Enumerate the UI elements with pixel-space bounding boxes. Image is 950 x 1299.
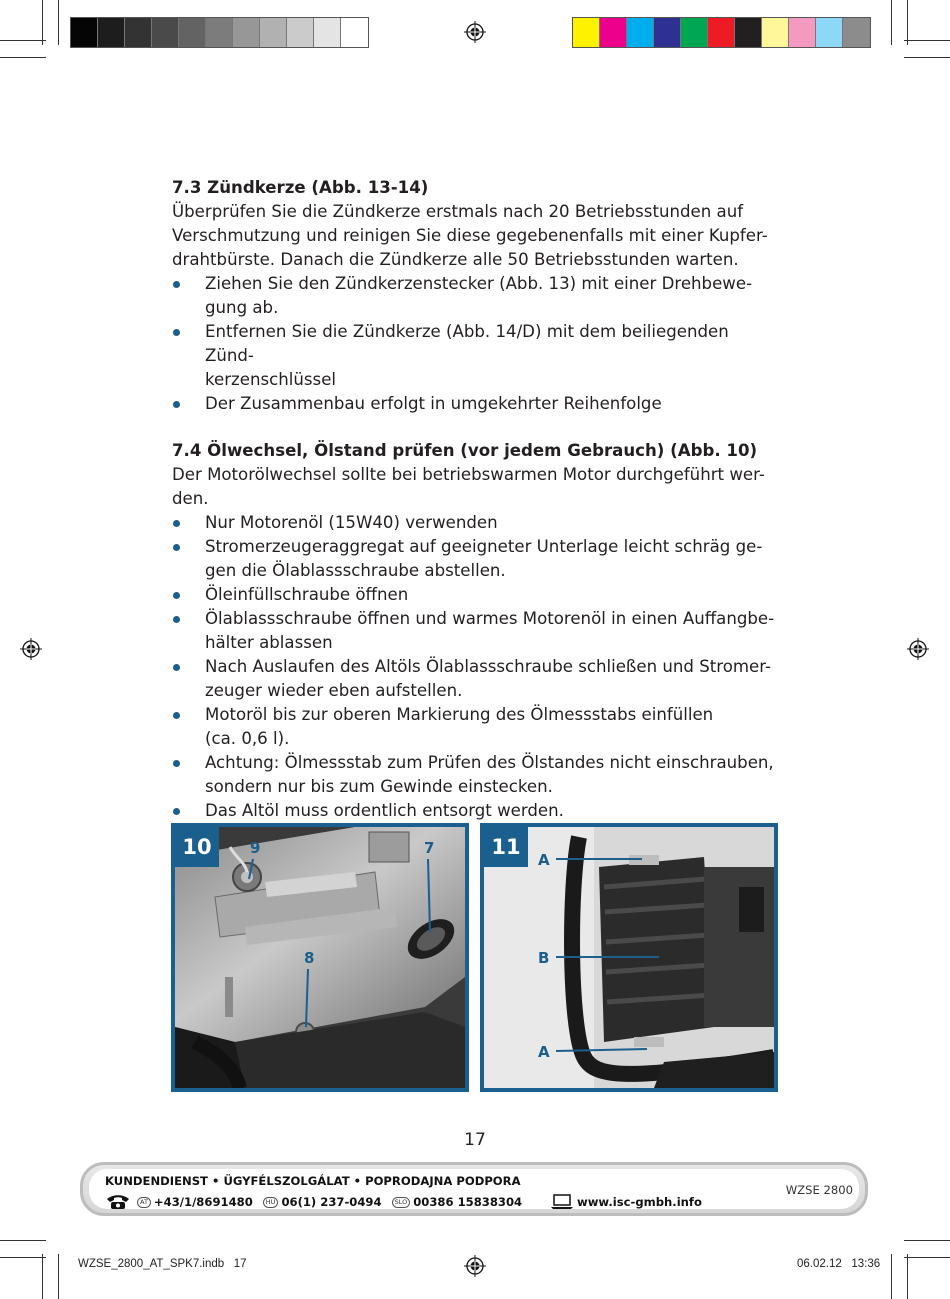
- list-item: [172, 511, 782, 535]
- bullet-icon: [173, 664, 180, 671]
- color-swatch: [816, 18, 843, 47]
- model-label: WZSE 2800: [785, 1183, 853, 1197]
- registration-mark-icon: [464, 21, 486, 43]
- section-oil-change: [172, 439, 782, 823]
- callout-label: 7: [424, 839, 435, 857]
- grayscale-calibration-bar: [70, 17, 369, 48]
- crop-mark: [0, 1240, 46, 1241]
- text-line: Ziehen Sie den Zündkerzenstecker (Abb. 13) mit einer Drehbewe-: [205, 274, 753, 293]
- text-line: hälter ablassen: [205, 633, 333, 652]
- color-swatch: [762, 18, 789, 47]
- paragraph: [172, 463, 782, 511]
- callout-label: 8: [304, 949, 315, 967]
- color-swatch: [627, 18, 654, 47]
- crop-mark: [891, 0, 892, 45]
- gray-swatch: [98, 18, 125, 47]
- text-line: Der Zusammenbau erfolgt in umgekehrter Reihenfolge: [205, 394, 662, 413]
- list-item: [172, 703, 782, 751]
- crop-mark: [904, 57, 950, 58]
- bullet-icon: [173, 616, 180, 623]
- color-swatch: [708, 18, 735, 47]
- crop-mark: [904, 40, 950, 41]
- list-item: [172, 799, 782, 823]
- print-slug-datetime: 06.02.12 13:36: [797, 1258, 881, 1270]
- telephone-icon: [105, 1194, 131, 1210]
- bullet-icon: [173, 760, 180, 767]
- text-line: gen die Ölablassschraube abstellen.: [205, 561, 506, 580]
- customer-service-box: [80, 1162, 868, 1216]
- gray-swatch: [341, 18, 368, 47]
- crop-mark: [58, 0, 59, 45]
- bullet-icon: [173, 401, 180, 408]
- color-calibration-bar: [572, 17, 871, 48]
- color-swatch: [573, 18, 600, 47]
- gray-swatch: [179, 18, 206, 47]
- country-code-badge: AT: [137, 1197, 151, 1208]
- crop-mark: [0, 40, 46, 41]
- gray-swatch: [152, 18, 179, 47]
- registration-mark-icon: [20, 638, 42, 660]
- gray-swatch: [206, 18, 233, 47]
- gray-swatch: [287, 18, 314, 47]
- text-line: Ölablassschraube öffnen und warmes Motorenöl in einen Auffangbe-: [205, 609, 775, 628]
- callout-label: A: [538, 851, 550, 869]
- section-heading: 7.4 Ölwechsel, Ölstand prüfen (vor jedem Gebrauch) (Abb. 10): [172, 441, 758, 460]
- text-line: Das Altöl muss ordentlich entsorgt werden.: [205, 801, 564, 820]
- text-line: Motoröl bis zur oberen Markierung des Ölmessstabs einfüllen: [205, 705, 714, 724]
- text-line: (ca. 0,6 l).: [205, 729, 290, 748]
- figure-11-air-filter-photo: [480, 823, 778, 1092]
- crop-mark: [907, 0, 908, 45]
- crop-mark: [58, 1254, 59, 1299]
- text-line: kerzenschlüssel: [205, 370, 337, 389]
- list-item: [172, 583, 782, 607]
- bullet-icon: [173, 712, 180, 719]
- service-website-row: [551, 1194, 702, 1210]
- color-swatch: [843, 18, 870, 47]
- gray-swatch: [314, 18, 341, 47]
- bullet-icon: [173, 544, 180, 551]
- phone-number: 00386 15838304: [413, 1195, 523, 1209]
- crop-mark: [42, 1254, 43, 1299]
- manual-text: [172, 176, 782, 823]
- text-line: Der Motorölwechsel sollte bei betriebswarmen Motor durchgeführt wer-: [172, 465, 765, 484]
- section-spark-plug: [172, 176, 782, 416]
- text-line: zeuger wieder eben aufstellen.: [205, 681, 463, 700]
- bullet-list: [172, 272, 782, 416]
- bullet-icon: [173, 592, 180, 599]
- service-phone-row: [105, 1194, 522, 1210]
- color-swatch: [735, 18, 762, 47]
- crop-mark: [907, 1254, 908, 1299]
- text-line: den.: [172, 489, 209, 508]
- service-title: KUNDENDIENST • ÜGYFÉLSZOLGÁLAT • POPRODAJNA PODPORA: [105, 1174, 521, 1188]
- page-number: 17: [464, 1130, 486, 1150]
- text-line: Verschmutzung und reinigen Sie diese gegebenenfalls mit einer Kupfer-: [172, 226, 768, 245]
- print-slug-file: WZSE_2800_AT_SPK7.indb 17: [78, 1258, 247, 1270]
- text-line: Achtung: Ölmessstab zum Prüfen des Ölstandes nicht einschrauben,: [205, 753, 774, 772]
- text-line: Stromerzeugeraggregat auf geeigneter Unterlage leicht schräg ge-: [205, 537, 763, 556]
- text-line: sondern nur bis zum Gewinde einstecken.: [205, 777, 553, 796]
- list-item: [172, 392, 782, 416]
- text-line: Entfernen Sie die Zündkerze (Abb. 14/D) mit dem beiliegenden Zünd-: [205, 322, 729, 365]
- text-line: Nur Motorenöl (15W40) verwenden: [205, 513, 498, 532]
- list-item: [172, 607, 782, 655]
- gray-swatch: [71, 18, 98, 47]
- text-line: drahtbürste. Danach die Zündkerze alle 50 Betriebsstunden warten.: [172, 250, 739, 269]
- callout-label: B: [538, 949, 550, 967]
- text-line: Nach Auslaufen des Altöls Ölablassschraube schließen und Stromer-: [205, 657, 771, 676]
- gray-swatch: [233, 18, 260, 47]
- list-item: [172, 535, 782, 583]
- bullet-icon: [173, 329, 180, 336]
- list-item: [172, 751, 782, 799]
- figure-number: 10: [175, 827, 219, 867]
- text-line: Überprüfen Sie die Zündkerze erstmals nach 20 Betriebsstunden auf: [172, 202, 744, 221]
- list-item: [172, 655, 782, 703]
- country-code-badge: HU: [263, 1197, 279, 1208]
- crop-mark: [0, 1257, 46, 1258]
- gray-swatch: [260, 18, 287, 47]
- bullet-list: [172, 511, 782, 823]
- bullet-icon: [173, 808, 180, 815]
- color-swatch: [654, 18, 681, 47]
- crop-mark: [42, 0, 43, 45]
- paragraph: [172, 200, 782, 272]
- laptop-icon: [551, 1194, 573, 1210]
- text-line: gung ab.: [205, 298, 279, 317]
- figure-10-engine-photo: [171, 823, 469, 1092]
- list-item: [172, 272, 782, 320]
- website-link[interactable]: www.isc-gmbh.info: [577, 1195, 702, 1209]
- phone-number: +43/1/8691480: [153, 1195, 253, 1209]
- crop-mark: [904, 1240, 950, 1241]
- crop-mark: [0, 57, 46, 58]
- gray-swatch: [125, 18, 152, 47]
- color-swatch: [681, 18, 708, 47]
- phone-number: 06(1) 237-0494: [281, 1195, 382, 1209]
- bullet-icon: [173, 520, 180, 527]
- list-item: [172, 320, 782, 392]
- callout-label: A: [538, 1043, 550, 1061]
- registration-mark-icon: [907, 638, 929, 660]
- section-heading: 7.3 Zündkerze (Abb. 13-14): [172, 178, 429, 197]
- text-line: Öleinfüllschraube öffnen: [205, 585, 409, 604]
- registration-mark-icon: [464, 1255, 486, 1277]
- bullet-icon: [173, 281, 180, 288]
- figure-number: 11: [484, 827, 528, 867]
- crop-mark: [904, 1257, 950, 1258]
- callout-label: 9: [250, 839, 261, 857]
- country-code-badge: SLO: [392, 1197, 411, 1208]
- color-swatch: [600, 18, 627, 47]
- color-swatch: [789, 18, 816, 47]
- crop-mark: [891, 1254, 892, 1299]
